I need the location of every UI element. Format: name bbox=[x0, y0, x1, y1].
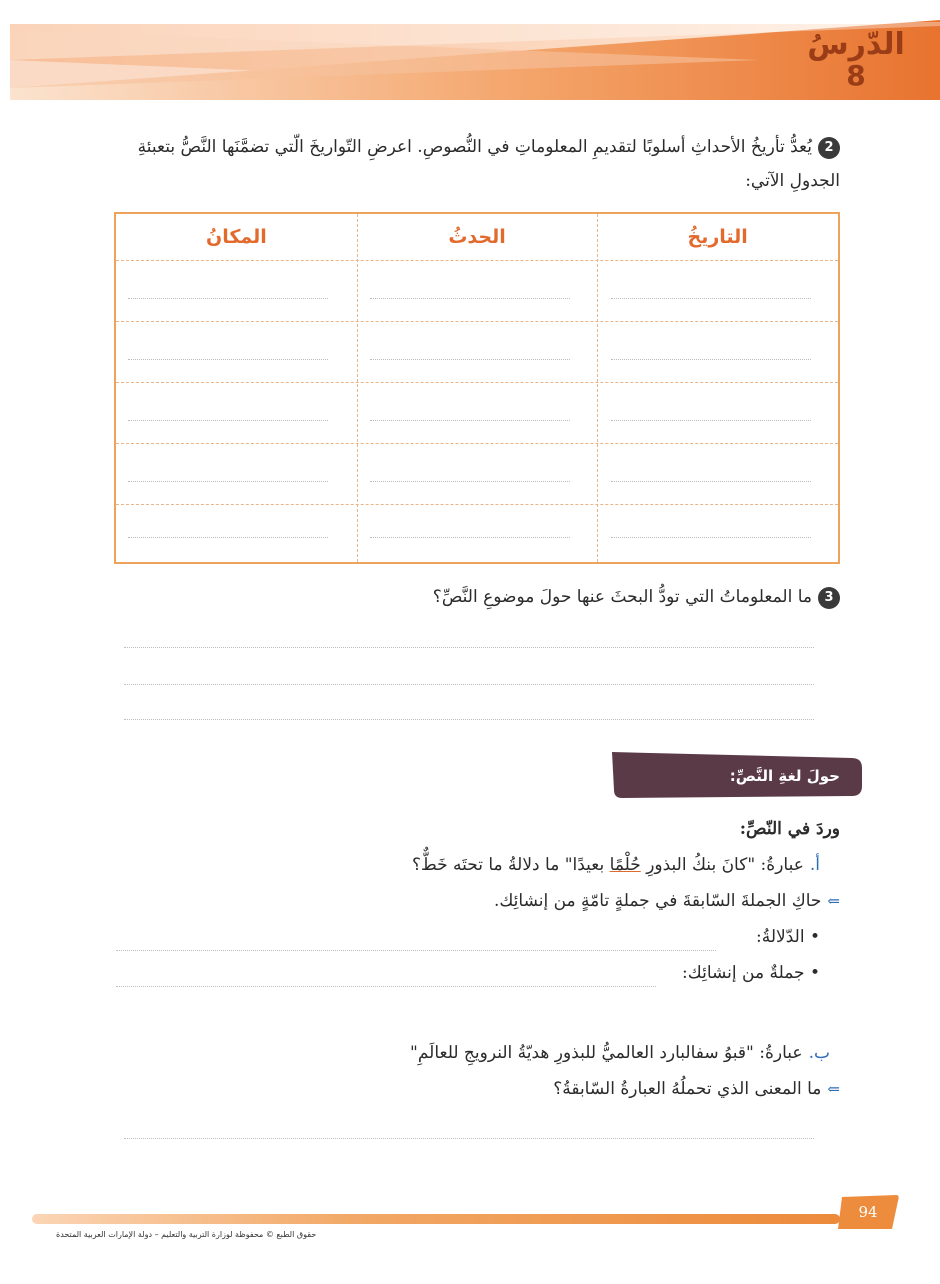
table-row[interactable] bbox=[611, 359, 811, 360]
item-a-instruction bbox=[100, 884, 840, 918]
table-row[interactable] bbox=[370, 359, 570, 360]
table-row[interactable] bbox=[128, 359, 328, 360]
question-2-text: يُعدُّ تأريخُ الأحداثِ أسلوبًا لتقديمِ المعلوماتِ في النُّصوصِ. اعرضِ التّواريخَ الّتي تضمَّنَها النَّصُّ بتعبئةِ bbox=[137, 137, 812, 157]
bullet-sentence bbox=[100, 956, 820, 990]
item-a-post: بعيدًا" ما دلالةُ ما تحتَه خَطٌّ؟ bbox=[411, 855, 605, 875]
table-row[interactable] bbox=[128, 298, 328, 299]
item-a-letter: أ. bbox=[809, 855, 820, 875]
events-table bbox=[114, 212, 840, 564]
question-2 bbox=[100, 130, 840, 198]
row-divider bbox=[116, 443, 838, 444]
bullet-icon: • bbox=[804, 927, 820, 947]
pencil-arrow-icon: ⇐ bbox=[827, 1080, 840, 1098]
header-event: الحدثُ bbox=[448, 226, 506, 248]
lesson-number: 8 bbox=[846, 59, 866, 92]
column-divider bbox=[357, 214, 358, 562]
bullet-sentence-text: جملةٌ من إنشائِك: bbox=[682, 963, 805, 983]
bullet-icon: • bbox=[804, 963, 820, 983]
table-row[interactable] bbox=[128, 481, 328, 482]
table-row[interactable] bbox=[611, 481, 811, 482]
section-intro: وردَ في النّصِّ: bbox=[739, 819, 840, 839]
header-date: التاريخُ bbox=[687, 226, 748, 248]
question-3-text: ما المعلوماتُ التي تودُّ البحثَ عنها حولَ موضوعِ النَّصِّ؟ bbox=[432, 587, 812, 607]
item-b bbox=[100, 1036, 830, 1070]
header-place: المكانُ bbox=[206, 226, 267, 248]
question-3 bbox=[100, 580, 840, 614]
header-banner bbox=[0, 0, 940, 112]
pencil-arrow-icon: ⇐ bbox=[827, 892, 840, 910]
table-row[interactable] bbox=[611, 298, 811, 299]
table-row[interactable] bbox=[370, 481, 570, 482]
underlined-word: حُلْمًا bbox=[609, 855, 641, 875]
row-divider bbox=[116, 382, 838, 383]
section-title: حولَ لغةِ النَّصِّ: bbox=[729, 767, 840, 785]
answer-line[interactable] bbox=[124, 684, 814, 685]
answer-line[interactable] bbox=[124, 719, 814, 720]
copyright: حقوق الطبع © محفوظة لوزارة التربية والتعليم – دولة الإمارات العربية المتحدة bbox=[56, 1230, 317, 1239]
item-a-pre: عبارةُ: "كانَ بنكُ البذورِ bbox=[646, 855, 804, 875]
item-a bbox=[100, 848, 820, 882]
answer-line[interactable] bbox=[116, 950, 716, 951]
table-row[interactable] bbox=[370, 420, 570, 421]
question-number-3: 3 bbox=[818, 587, 840, 609]
page-number: 94 bbox=[858, 1203, 878, 1221]
table-row[interactable] bbox=[370, 537, 570, 538]
bullet-meaning-text: الدّلالةُ: bbox=[756, 927, 805, 947]
question-2-line2: الجدولِ الآتي: bbox=[745, 171, 840, 191]
lesson-word: الدّرسُ bbox=[807, 27, 905, 62]
question-number-2: 2 bbox=[818, 137, 840, 159]
row-divider bbox=[116, 260, 838, 261]
lesson-label bbox=[806, 27, 906, 92]
question-2-line1 bbox=[100, 130, 840, 164]
answer-line[interactable] bbox=[124, 647, 814, 648]
answer-line[interactable] bbox=[116, 986, 656, 987]
table-row[interactable] bbox=[370, 298, 570, 299]
item-b-question-text: ما المعنى الذي تحملُهُ العبارةُ السّابقةُ؟ bbox=[553, 1079, 822, 1099]
table-row[interactable] bbox=[611, 420, 811, 421]
item-b-text: عبارةُ: "قبوُ سفالبارد العالميُّ للبذورِ هديّةُ النرويجِ للعالَمِ" bbox=[410, 1043, 803, 1063]
item-a-instruction-text: حاكِ الجملةَ السّابقةَ في جملةٍ تامّةٍ من إنشائِك. bbox=[493, 891, 822, 911]
row-divider bbox=[116, 504, 838, 505]
table-row[interactable] bbox=[611, 537, 811, 538]
item-b-letter: ب. bbox=[808, 1043, 830, 1063]
column-divider bbox=[597, 214, 598, 562]
table-row[interactable] bbox=[128, 420, 328, 421]
footer-bar bbox=[32, 1214, 840, 1224]
answer-line[interactable] bbox=[124, 1138, 814, 1139]
bullet-meaning bbox=[100, 920, 820, 954]
item-b-question bbox=[100, 1072, 840, 1106]
row-divider bbox=[116, 321, 838, 322]
table-row[interactable] bbox=[128, 537, 328, 538]
